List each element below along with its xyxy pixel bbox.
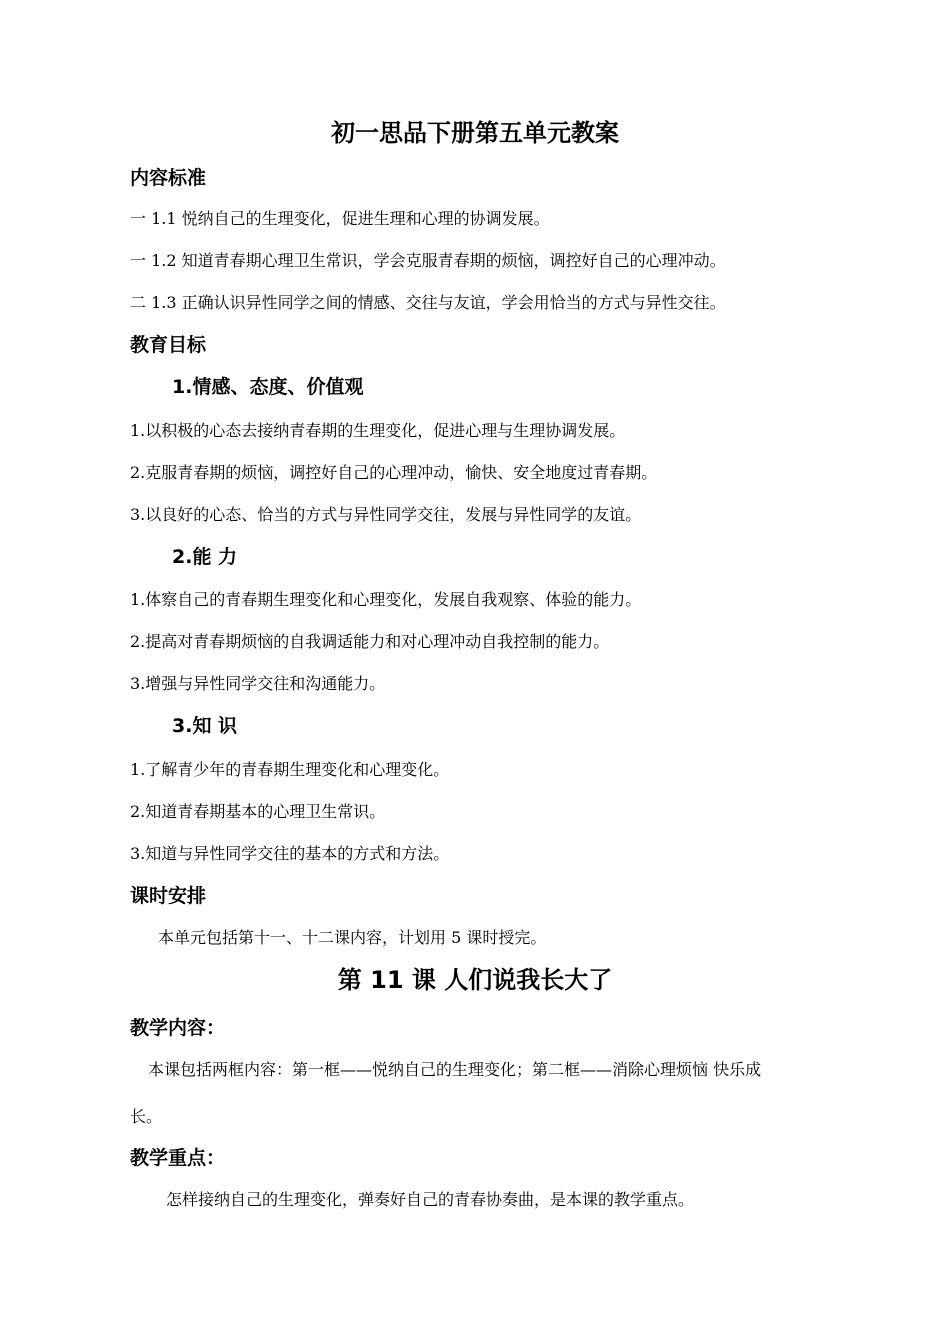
- content-standard-heading: 内容标准: [130, 167, 207, 189]
- document-title: 初一思品下册第五单元教案: [331, 119, 619, 147]
- key-points-heading: 教学重点：: [130, 1147, 226, 1169]
- knowledge-item: 1.了解青少年的青春期生理变化和心理变化。: [130, 760, 450, 779]
- schedule-heading: 课时安排: [130, 885, 207, 907]
- ability-item: 1.体察自己的青春期生理变化和心理变化，发展自我观察、体验的能力。: [130, 590, 642, 609]
- key-points-text: 怎样接纳自己的生理变化，弹奏好自己的青春协奏曲，是本课的教学重点。: [166, 1190, 695, 1209]
- content-standard-item: 二 1.3 正确认识异性同学之间的情感、交往与友谊，学会用恰当的方式与异性交往。: [130, 293, 726, 312]
- emotion-item: 1.以积极的心态去接纳青春期的生理变化，促进心理与生理协调发展。: [130, 421, 626, 440]
- emotion-item: 2.克服青春期的烦恼，调控好自己的心理冲动，愉快、安全地度过青春期。: [130, 463, 658, 482]
- knowledge-item: 3.知道与异性同学交往的基本的方式和方法。: [130, 844, 450, 863]
- ability-item: 2.提高对青春期烦恼的自我调适能力和对心理冲动自我控制的能力。: [130, 632, 610, 651]
- content-standard-item: 一 1.2 知道青春期心理卫生常识，学会克服青春期的烦恼，调控好自己的心理冲动。: [130, 251, 726, 270]
- lesson-title: 第 11 课 人们说我长大了: [337, 966, 613, 994]
- ability-heading: 2.能 力: [172, 546, 238, 568]
- emotion-item: 3.以良好的心态、恰当的方式与异性同学交往，发展与异性同学的友谊。: [130, 505, 642, 524]
- knowledge-heading: 3.知 识: [172, 715, 238, 737]
- schedule-text: 本单元包括第十一、十二课内容，计划用 5 课时授完。: [158, 928, 547, 947]
- ability-item: 3.增强与异性同学交往和沟通能力。: [130, 674, 386, 693]
- teaching-content-heading: 教学内容：: [130, 1017, 226, 1039]
- knowledge-item: 2.知道青春期基本的心理卫生常识。: [130, 802, 386, 821]
- content-standard-item: 一 1.1 悦纳自己的生理变化，促进生理和心理的协调发展。: [130, 209, 550, 228]
- emotion-heading: 1.情感、态度、价值观: [172, 376, 364, 398]
- teaching-content-text-cont: 长。: [130, 1107, 163, 1126]
- teaching-content-text: 本课包括两框内容：第一框——悦纳自己的生理变化；第二框——消除心理烦恼 快乐成: [148, 1060, 762, 1079]
- goals-heading: 教育目标: [130, 334, 207, 356]
